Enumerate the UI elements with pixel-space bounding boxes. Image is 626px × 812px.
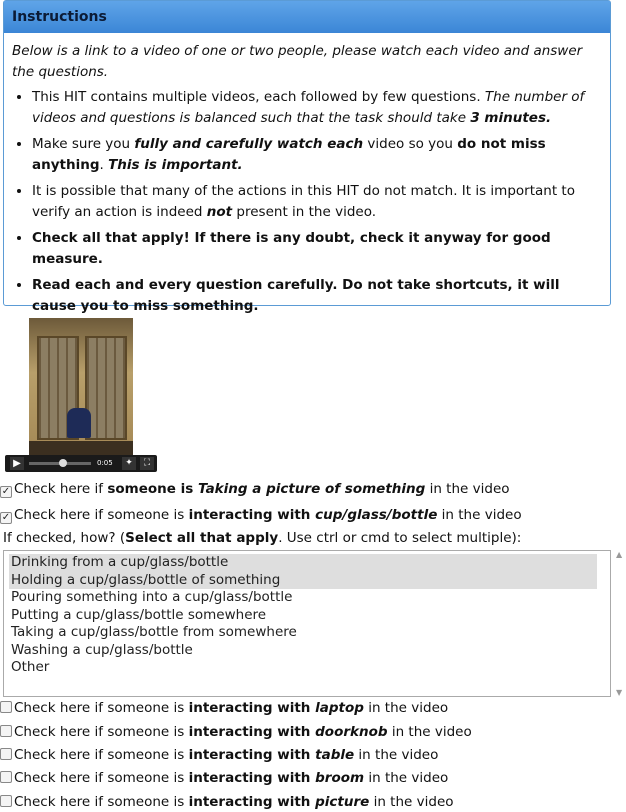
seek-knob[interactable] [59,459,67,467]
question-checkbox[interactable]: ✓ [1,486,11,497]
instructions-panel [3,0,611,314]
video-player[interactable] [5,318,157,472]
instructions-header [4,1,610,33]
listbox-scroll-arrows[interactable] [616,550,626,697]
followup-prompt: If checked, how? (Select all that apply. Use ctrl or cmd to select multiple): [3,530,522,546]
question-row: Check here if someone is interacting with broom in the video [0,768,448,788]
person [67,408,91,438]
instruction-item: • Make sure you fully and carefully watch each video so you do not miss anything. This is important. [32,134,602,176]
instruction-item: • Check all that apply! If there is any doubt, check it anyway for good measure. [32,228,602,270]
seek-bar[interactable] [29,462,91,465]
fullscreen-icon[interactable]: ⛶ [140,457,154,470]
question-checkbox[interactable] [0,701,12,713]
volume-icon[interactable]: ✦ [122,457,136,470]
question-row: Check here if someone is interacting with doorknob in the video [0,722,472,742]
instructions-title: Instructions [12,9,107,25]
instruction-item: • It is possible that many of the actions in this HIT do not match. It is important to verify an action is indeed not present in the video. [32,181,602,223]
option[interactable]: Drinking from a cup/glass/bottle [9,554,597,572]
question-row: Check here if someone is interacting with table in the video [0,745,438,765]
instruction-item: • This HIT contains multiple videos, each followed by few questions. The number of videos and questions is balanced such that the task should take 3 minutes. [32,87,602,129]
question-checkbox[interactable] [0,795,12,807]
floor [29,441,133,455]
question-row: Check here if someone is interacting with picture in the video [0,792,454,812]
question-row: ✓ Check here if someone is Taking a picture of something in the video [1,481,510,497]
video-frame[interactable] [29,318,133,455]
instruction-item: • Read each and every question carefully. Do not take shortcuts, it will cause you to miss something. [32,275,602,317]
option[interactable]: Taking a cup/glass/bottle from somewhere [11,624,297,640]
video-time: 0:05 [97,459,113,467]
question-checkbox[interactable] [0,725,12,737]
option[interactable]: Putting a cup/glass/bottle somewhere [11,606,267,623]
multi-select-listbox[interactable] [3,550,611,697]
option[interactable]: Pouring something into a cup/glass/bottle [11,589,293,605]
instructions-intro: Below is a link to a video of one or two people, please watch each video and answer the questions. [12,43,583,80]
scroll-down-icon[interactable]: ▼ [616,688,623,697]
option[interactable]: Washing a cup/glass/bottle [11,641,193,658]
door-right [85,336,127,440]
question-row: ✓ Check here if someone is interacting with cup/glass/bottle in the video [1,507,522,523]
instructions-list [12,87,602,317]
video-controls [5,455,157,472]
question-checkbox[interactable] [0,748,12,760]
question-checkbox[interactable]: ✓ [1,512,11,523]
option[interactable]: Holding a cup/glass/bottle of something [9,572,597,590]
option[interactable]: Other [11,659,50,675]
scroll-up-icon[interactable]: ▲ [616,550,623,559]
question-row: Check here if someone is interacting with laptop in the video [0,698,448,718]
play-icon[interactable]: ▶ [10,457,24,470]
question-checkbox[interactable] [0,771,12,783]
